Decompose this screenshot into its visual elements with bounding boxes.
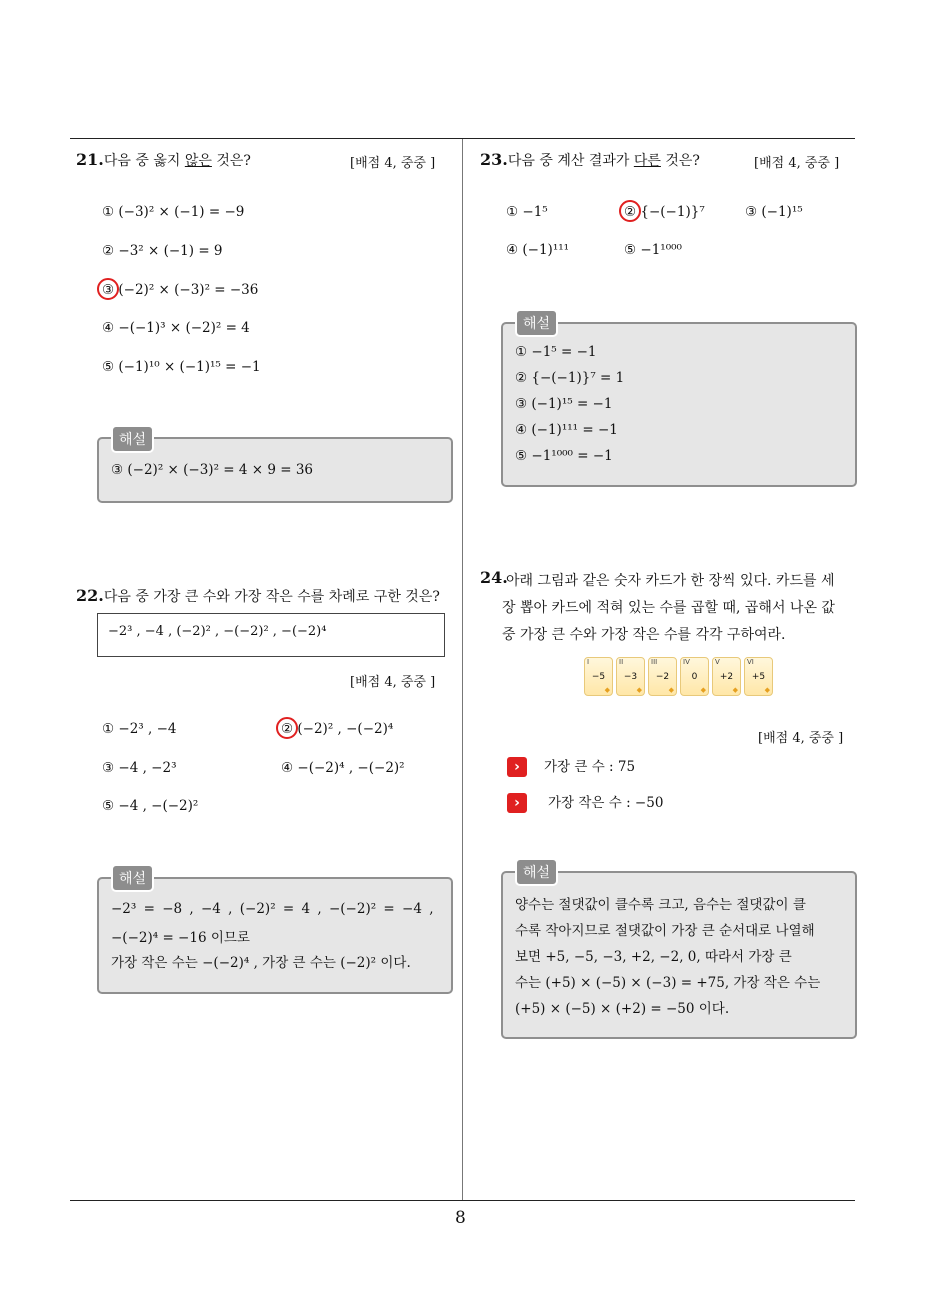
q21-text-a: 다음 중 옳지 — [103, 153, 185, 169]
q23-explanation-2: ② {−(−1)}⁷ = 1 — [515, 370, 625, 386]
q22-points: [배점 4, 중중 ] — [350, 675, 436, 690]
column-divider — [462, 139, 463, 1201]
q21-points: [배점 4, 중중 ] — [350, 156, 436, 171]
q24-number: 24. — [480, 568, 508, 587]
q24-line-2: 장 뽑아 카드에 적혀 있는 수를 곱할 때, 곱해서 나온 값 — [502, 600, 835, 616]
q21-option-3[interactable]: ③ (−2)² × (−3)² = −36 — [102, 282, 259, 298]
q22-explanation-line-1: −2³ = −8 , −4 , (−2)² = 4 , −(−2)² = −4 , — [111, 901, 434, 917]
card-value: +2 — [719, 672, 734, 682]
q24-answer-max: 가장 큰 수 : 75 — [544, 759, 636, 775]
number-card — [648, 657, 677, 696]
card-star-icon: ◆ — [604, 686, 610, 694]
card-label: IV — [683, 658, 690, 666]
q21-explanation-text: ③ (−2)² × (−3)² = 4 × 9 = 36 — [111, 462, 314, 478]
q23-text-underlined: 다른 — [633, 153, 661, 169]
q23-explanation-box — [501, 322, 857, 487]
bottom-rule — [70, 1200, 855, 1201]
number-card — [616, 657, 645, 696]
q24-line-1: 아래 그림과 같은 숫자 카드가 한 장씩 있다. 카드를 세 — [506, 573, 835, 589]
q24-explanation-3: 보면 +5, −5, −3, +2, −2, 0, 따라서 가장 큰 — [515, 949, 792, 965]
q24-explanation-1: 양수는 절댓값이 클수록 크고, 음수는 절댓값이 클 — [515, 897, 806, 913]
answer-arrow-icon: › — [507, 757, 527, 777]
card-label: III — [651, 658, 658, 666]
q22-number: 22. — [76, 586, 104, 605]
q21-option-2[interactable]: ② −3² × (−1) = 9 — [102, 243, 223, 259]
q21-option-4[interactable]: ④ −(−1)³ × (−2)² = 4 — [102, 320, 250, 336]
number-card — [584, 657, 613, 696]
q24-explanation-4: 수는 (+5) × (−5) × (−3) = +75, 가장 작은 수는 — [515, 975, 821, 991]
q21-text-underlined: 않은 — [184, 153, 212, 169]
q24-explanation-box — [501, 871, 857, 1039]
q21-title — [76, 150, 251, 170]
number-card — [680, 657, 709, 696]
q23-explanation-1: ① −1⁵ = −1 — [515, 344, 597, 360]
q23-explanation-4: ④ (−1)¹¹¹ = −1 — [515, 422, 618, 438]
q22-number-box: −2³ , −4 , (−2)² , −(−2)² , −(−2)⁴ — [97, 613, 445, 657]
q22-explanation-line-2: −(−2)⁴ = −16 이므로 — [111, 930, 250, 946]
q22-option-2[interactable]: ② (−2)² , −(−2)⁴ — [281, 721, 394, 737]
card-label: I — [587, 658, 590, 666]
card-star-icon: ◆ — [700, 686, 706, 694]
q21-option-5[interactable]: ⑤ (−1)¹⁰ × (−1)¹⁵ = −1 — [102, 359, 261, 375]
q22-title — [76, 586, 440, 606]
page-number: 8 — [455, 1208, 466, 1228]
q24-answer-min: 가장 작은 수 : −50 — [548, 795, 664, 811]
q21-option-1[interactable]: ① (−3)² × (−1) = −9 — [102, 204, 245, 220]
q22-option-1[interactable]: ① −2³ , −4 — [102, 721, 177, 737]
card-label: VI — [747, 658, 754, 666]
q23-title — [480, 150, 700, 170]
q24-points: [배점 4, 중중 ] — [758, 731, 844, 746]
q23-points: [배점 4, 중중 ] — [754, 156, 840, 171]
q23-option-1[interactable]: ① −1⁵ — [506, 204, 548, 220]
q23-explanation-tag: 해설 — [515, 309, 558, 337]
q21-number: 21. — [76, 150, 104, 169]
card-star-icon: ◆ — [732, 686, 738, 694]
q24-explanation-2: 수록 작아지므로 절댓값이 가장 큰 순서대로 나열해 — [515, 923, 815, 939]
q24-explanation-tag: 해설 — [515, 858, 558, 886]
card-value: +5 — [751, 672, 766, 682]
q23-number: 23. — [480, 150, 508, 169]
q22-explanation-tag: 해설 — [111, 864, 154, 892]
q23-option-3[interactable]: ③ (−1)¹⁵ — [745, 204, 803, 220]
card-value: −2 — [655, 672, 670, 682]
q23-text-a: 다음 중 계산 결과가 — [507, 153, 634, 169]
q22-option-3[interactable]: ③ −4 , −2³ — [102, 760, 177, 776]
answer-arrow-icon: › — [507, 793, 527, 813]
q24-line-3: 중 가장 큰 수와 가장 작은 수를 각각 구하여라. — [502, 627, 786, 643]
number-card — [712, 657, 741, 696]
card-star-icon: ◆ — [668, 686, 674, 694]
q21-explanation-tag: 해설 — [111, 425, 154, 453]
card-value: −5 — [591, 672, 606, 682]
q24-cards — [584, 657, 780, 699]
card-star-icon: ◆ — [636, 686, 642, 694]
q24-explanation-5: (+5) × (−5) × (+2) = −50 이다. — [515, 1001, 730, 1017]
q23-text-b: 것은? — [660, 153, 700, 169]
q23-option-2[interactable]: ② {−(−1)}⁷ — [624, 204, 705, 220]
card-label: V — [715, 658, 720, 666]
q23-option-5[interactable]: ⑤ −1¹⁰⁰⁰ — [624, 242, 682, 258]
q21-text-b: 것은? — [211, 153, 251, 169]
q23-explanation-5: ⑤ −1¹⁰⁰⁰ = −1 — [515, 448, 613, 464]
q22-explanation-line-3: 가장 작은 수는 −(−2)⁴ , 가장 큰 수는 (−2)² 이다. — [111, 955, 411, 971]
card-star-icon: ◆ — [764, 686, 770, 694]
q22-text: 다음 중 가장 큰 수와 가장 작은 수를 차례로 구한 것은? — [103, 589, 440, 605]
q23-option-4[interactable]: ④ (−1)¹¹¹ — [506, 242, 570, 258]
q22-option-5[interactable]: ⑤ −4 , −(−2)² — [102, 798, 199, 814]
q22-explanation-box — [97, 877, 453, 994]
card-value: −3 — [623, 672, 638, 682]
card-label: II — [619, 658, 624, 666]
card-value: 0 — [691, 672, 698, 682]
q22-option-4[interactable]: ④ −(−2)⁴ , −(−2)² — [281, 760, 405, 776]
q23-explanation-3: ③ (−1)¹⁵ = −1 — [515, 396, 613, 412]
number-card — [744, 657, 773, 696]
